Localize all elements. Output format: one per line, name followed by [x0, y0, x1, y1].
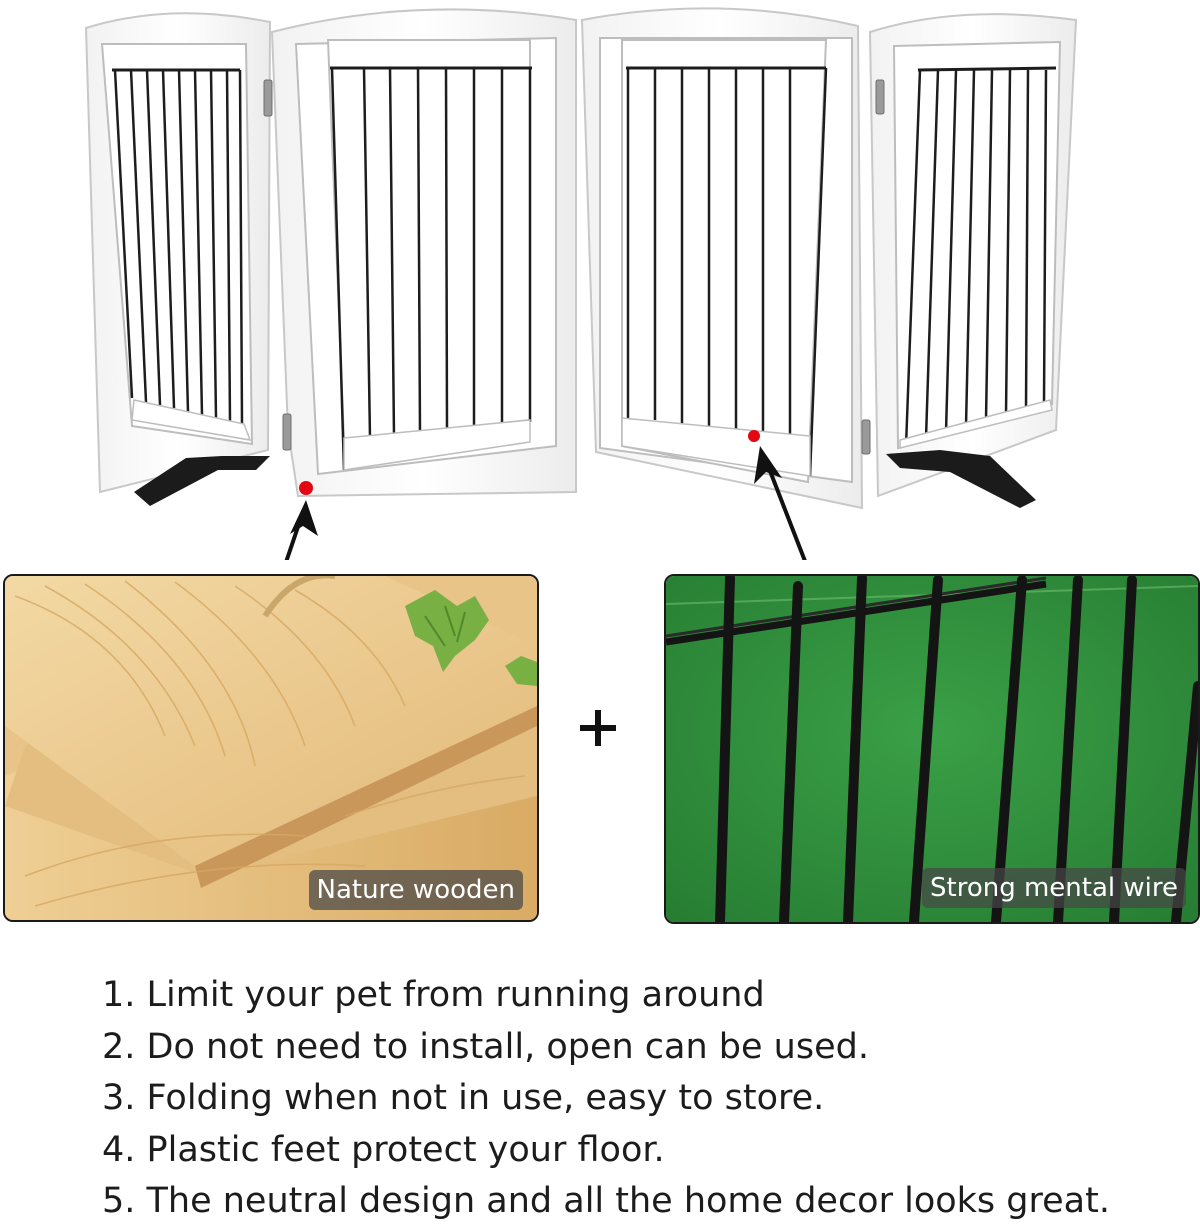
- pet-gate-image: [0, 0, 1200, 560]
- gate-panel-2: [272, 9, 576, 496]
- gate-panel-1: [86, 13, 270, 492]
- feature-item: 1. Limit your pet from running around: [102, 975, 765, 1015]
- feature-item: 2. Do not need to install, open can be used.: [102, 1026, 869, 1067]
- gate-panel-3: [582, 8, 862, 508]
- wire-marker-dot: [748, 430, 760, 442]
- wire-caption: Strong mental wire: [922, 868, 1186, 908]
- feature-item: 4. Plastic feet protect your floor.: [102, 1129, 665, 1170]
- feature-item: 5. The neutral design and all the home decor looks great.: [102, 1181, 1110, 1221]
- plus-icon: [576, 706, 620, 750]
- wood-caption: Nature wooden: [309, 870, 524, 910]
- wood-material-photo: [3, 574, 539, 922]
- feature-list: [102, 970, 1110, 1228]
- wire-material-photo: [664, 574, 1200, 924]
- wood-board-image: [5, 576, 537, 920]
- wood-arrow-head: [290, 500, 318, 536]
- gate-panel-4: [870, 14, 1076, 496]
- wood-marker-dot: [299, 481, 313, 495]
- feature-item: 3. Folding when not in use, easy to store.: [102, 1078, 825, 1118]
